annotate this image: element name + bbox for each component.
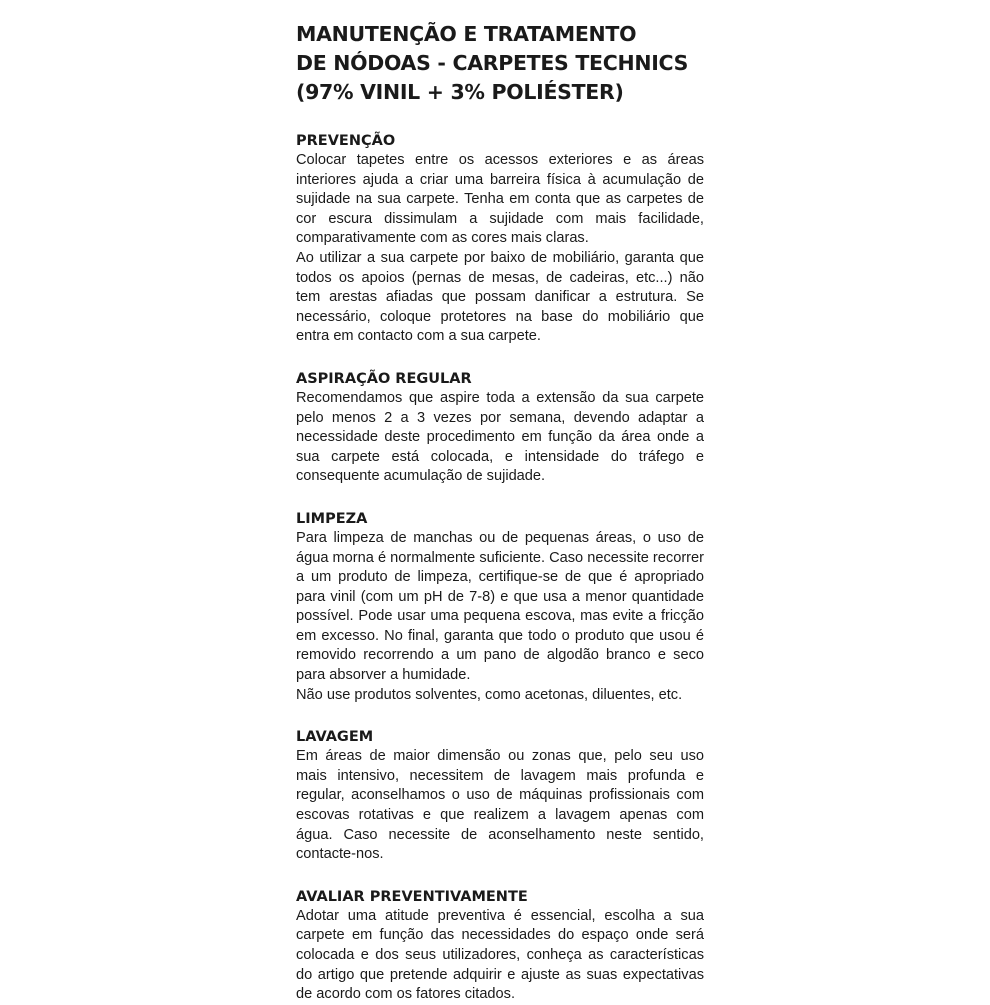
section-paragraph: Não use produtos solventes, como acetonas, diluentes, etc. <box>296 686 683 703</box>
section-paragraph: Adotar uma atitude preventiva é essencial, escolha a sua carpete em função das necessidades do espaço onde será colocada e dos seus utilizadores, conheça as características do artigo que pretende adquirir e ajuste as suas expectativas de acordo com os fatores citados. <box>296 907 704 1003</box>
title-line-3: (97% VINIL + 3% POLIÉSTER) <box>296 80 624 104</box>
section-paragraph: Para limpeza de manchas ou de pequenas áreas, o uso de água morna é normalmente suficiente. Caso necessite recorrer a um produto de limpeza, certifique-se de que é apropriado para vinil (com um pH de 7-8) e que usa a menor quantidade possível. Pode usar uma pequena escova, mas evite a fricção em excesso. No final, garanta que todo o produto que usou é removido recorrendo a um pano de algodão branco e seco para absorver a humidade. <box>296 529 705 684</box>
section-heading: AVALIAR PREVENTIVAMENTE <box>296 888 528 905</box>
title-line-1: MANUTENÇÃO E TRATAMENTO <box>296 22 637 46</box>
section-heading: PREVENÇÃO <box>296 133 396 149</box>
section-lavagem <box>296 727 704 865</box>
section-paragraph: Recomendamos que aspire toda a extensão da sua carpete pelo menos 2 a 3 vezes por semana, devendo adaptar a necessidade deste procedimento em função da área onde a sua carpete está colocada, e intensidade do tráfego e consequente acumulação de sujidade. <box>296 389 704 485</box>
title-line-2: DE NÓDOAS - CARPETES TECHNICS <box>296 51 689 75</box>
document <box>296 20 704 1005</box>
section-aspiracao-regular <box>296 369 704 487</box>
section-heading: ASPIRAÇÃO REGULAR <box>296 370 472 387</box>
section-paragraph: Colocar tapetes entre os acessos exteriores e as áreas interiores ajuda a criar uma barreira física à acumulação de sujidade na sua carpete. Tenha em conta que as carpetes de cor escura dissimulam a sujidade com mais facilidade, comparativamente com as cores mais claras. <box>296 152 704 247</box>
section-avaliar-preventivamente <box>296 887 704 1005</box>
section-paragraph: Ao utilizar a sua carpete por baixo de mobiliário, garanta que todos os apoios (pernas de mesas, de cadeiras, etc...) não tem arestas afiadas que possam danificar a estrutura. Se necessário, coloque protetores na base do mobiliário que entra em contacto com a sua carpete. <box>296 249 704 345</box>
section-heading: LAVAGEM <box>296 729 374 746</box>
section-paragraph: Em áreas de maior dimensão ou zonas que, pelo seu uso mais intensivo, necessitem de lavagem mais profunda e regular, aconselhamos o uso de máquinas profissionais com escovas rotativas e que realizem a lavagem apenas com água. Caso necessite de aconselhamento neste sentido, contacte-nos. <box>296 748 704 863</box>
section-heading: LIMPEZA <box>296 510 368 527</box>
section-limpeza <box>296 509 704 705</box>
section-prevencao <box>296 131 704 347</box>
page-title <box>296 20 704 107</box>
